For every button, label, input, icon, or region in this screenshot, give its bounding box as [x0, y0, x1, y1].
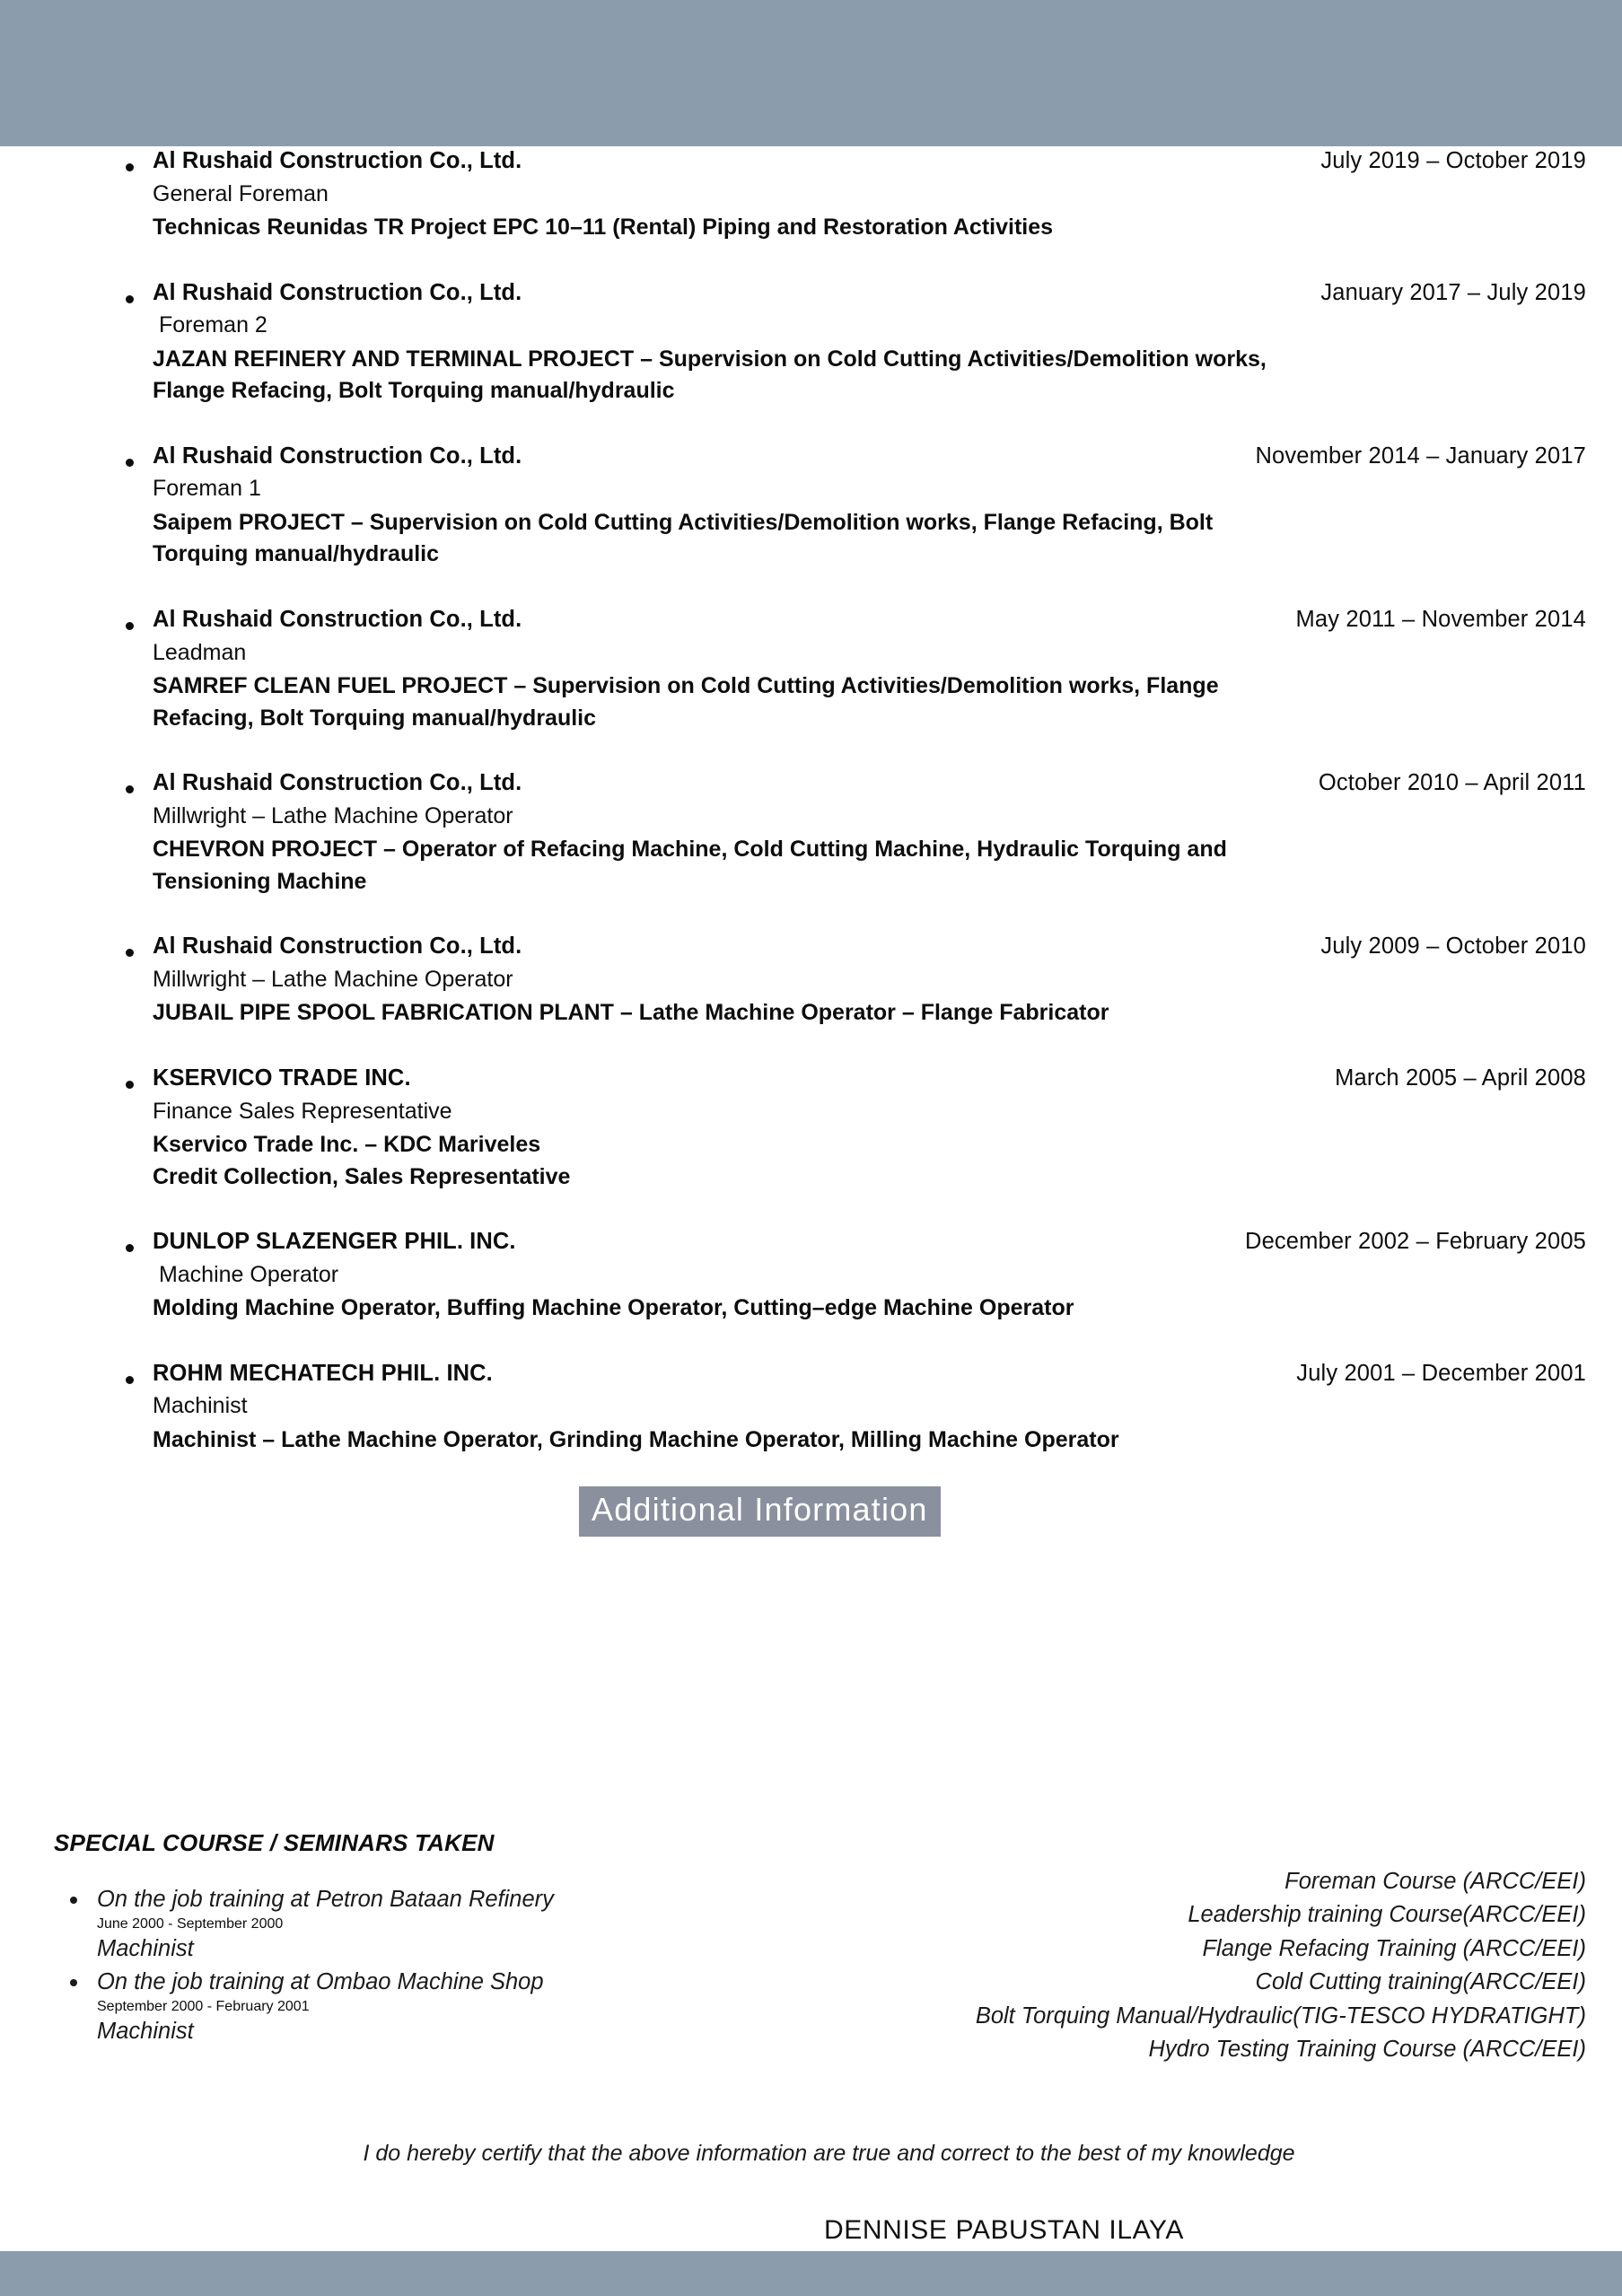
on-the-job-training-list — [54, 1883, 772, 2048]
experience-headline — [153, 605, 1586, 635]
job-title: Machine Operator — [153, 1261, 339, 1287]
job-title: Millwright – Lathe Machine Operator — [153, 966, 513, 992]
employment-dates: November 2014 – January 2017 — [1255, 443, 1586, 469]
job-detail: JAZAN REFINERY AND TERMINAL PROJECT – Supervision on Cold Cutting Activities/Demolition works, — [153, 346, 1267, 372]
employment-dates: May 2011 – November 2014 — [1295, 606, 1586, 632]
training-period: June 2000 - September 2000 — [97, 1915, 284, 1932]
employment-dates: July 2009 – October 2010 — [1320, 933, 1586, 960]
experience-entry — [0, 1227, 1586, 1325]
bullet-icon — [70, 1897, 77, 1904]
course-item: Hydro Testing Training Course (ARCC/EEI) — [1148, 2037, 1586, 2063]
bullet-icon — [126, 1081, 134, 1089]
employer-name: ROHM MECHATECH PHIL. INC. — [153, 1360, 493, 1386]
employer-name: Al Rushaid Construction Co., Ltd. — [153, 279, 522, 305]
experience-headline — [153, 1359, 1586, 1389]
job-detail-continued: Tensioning Machine — [153, 868, 367, 894]
bullet-icon — [126, 1376, 134, 1384]
job-detail-continued: Refacing, Bolt Torquing manual/hydraulic — [153, 705, 597, 731]
courses-seminars-list — [679, 1865, 1586, 2067]
job-title: Millwright – Lathe Machine Operator — [153, 802, 513, 828]
experience-list — [0, 146, 1622, 1456]
course-item: Leadership training Course(ARCC/EEI) — [1188, 1902, 1586, 1928]
training-position: Machinist — [97, 1935, 194, 1961]
top-accent-band — [0, 0, 1622, 146]
job-detail: Technicas Reunidas TR Project EPC 10–11 (Rental) Piping and Restoration Activities — [153, 215, 1054, 241]
job-detail: Molding Machine Operator, Buffing Machine Operator, Cutting–edge Machine Operator — [153, 1295, 1074, 1321]
experience-entry — [0, 1064, 1586, 1193]
training-entry — [54, 1883, 772, 1916]
employer-name: Al Rushaid Construction Co., Ltd. — [153, 770, 522, 796]
bullet-icon — [70, 1979, 77, 1986]
training-title: On the job training at Petron Bataan Refinery — [97, 1887, 554, 1912]
job-detail-continued: Credit Collection, Sales Representative — [153, 1163, 571, 1189]
employer-name: Al Rushaid Construction Co., Ltd. — [153, 933, 522, 960]
employer-name: Al Rushaid Construction Co., Ltd. — [153, 443, 522, 469]
experience-entry — [0, 1359, 1586, 1457]
special-course-heading: SPECIAL COURSE / SEMINARS TAKEN — [54, 1829, 495, 1856]
employer-name: DUNLOP SLAZENGER PHIL. INC. — [153, 1229, 516, 1255]
job-detail: SAMREF CLEAN FUEL PROJECT – Supervision on Cold Cutting Activities/Demolition works, Flange — [153, 673, 1219, 699]
signature-name: DENNISE PABUSTAN ILAYA — [823, 2215, 1185, 2245]
job-detail: Saipem PROJECT – Supervision on Cold Cutting Activities/Demolition works, Flange Refacing, Bolt — [153, 509, 1214, 535]
employer-name: Al Rushaid Construction Co., Ltd. — [153, 148, 522, 173]
employment-dates: January 2017 – July 2019 — [1320, 279, 1586, 305]
employment-dates: March 2005 – April 2008 — [1335, 1065, 1586, 1091]
bullet-icon — [126, 459, 134, 467]
certification-statement: I do hereby certify that the above information are true and correct to the best of my knowledge — [363, 2141, 1295, 2166]
course-item: Flange Refacing Training (ARCC/EEI) — [1202, 1935, 1586, 1961]
bullet-icon — [126, 163, 134, 171]
course-item: Foreman Course (ARCC/EEI) — [1284, 1869, 1586, 1894]
employer-name: KSERVICO TRADE INC. — [153, 1065, 411, 1091]
experience-headline — [153, 768, 1586, 799]
bullet-icon — [126, 622, 134, 630]
training-period: September 2000 - February 2001 — [97, 1998, 310, 2014]
job-detail-continued: Flange Refacing, Bolt Torquing manual/hydraulic — [153, 378, 675, 404]
bullet-icon — [126, 949, 134, 957]
job-title: Leadman — [153, 639, 247, 665]
bullet-icon — [126, 295, 134, 303]
bullet-icon — [126, 1244, 134, 1252]
section-banner-additional-information: Additional Information — [579, 1486, 941, 1537]
experience-entry — [0, 932, 1586, 1030]
job-detail: JUBAIL PIPE SPOOL FABRICATION PLANT – Lathe Machine Operator – Flange Fabricator — [153, 1000, 1109, 1026]
experience-entry — [0, 146, 1586, 244]
training-title: On the job training at Ombao Machine Shop — [97, 1968, 544, 1994]
course-item: Bolt Torquing Manual/Hydraulic(TIG-TESCO HYDRATIGHT) — [975, 2002, 1586, 2029]
job-detail: Machinist – Lathe Machine Operator, Grinding Machine Operator, Milling Machine Operator — [153, 1426, 1119, 1452]
job-detail: CHEVRON PROJECT – Operator of Refacing Machine, Cold Cutting Machine, Hydraulic Torquing and — [153, 837, 1227, 863]
employment-dates: July 2001 – December 2001 — [1296, 1360, 1586, 1386]
employment-dates: October 2010 – April 2011 — [1318, 770, 1586, 796]
job-title: Foreman 2 — [153, 312, 267, 338]
employer-name: Al Rushaid Construction Co., Ltd. — [153, 606, 522, 632]
training-entry — [54, 1966, 772, 1999]
experience-headline — [153, 1227, 1586, 1258]
job-detail: Kservico Trade Inc. – KDC Mariveles — [153, 1132, 541, 1158]
experience-headline — [153, 932, 1586, 962]
additional-information-banner-row — [0, 1486, 1622, 1542]
experience-entry — [0, 605, 1586, 734]
experience-headline — [153, 1064, 1586, 1094]
experience-headline — [153, 442, 1586, 472]
experience-entry — [0, 768, 1586, 898]
bottom-accent-band — [0, 2251, 1622, 2296]
resume-body — [0, 146, 1622, 1542]
job-title: Finance Sales Representative — [153, 1098, 452, 1124]
training-position: Machinist — [97, 2018, 194, 2044]
experience-headline — [153, 278, 1586, 309]
course-item: Cold Cutting training(ARCC/EEI) — [1255, 1969, 1586, 1995]
bullet-icon — [126, 785, 134, 793]
job-detail-continued: Torquing manual/hydraulic — [153, 541, 440, 567]
experience-entry — [0, 278, 1586, 407]
employment-dates: December 2002 – February 2005 — [1245, 1229, 1586, 1255]
experience-headline — [153, 146, 1586, 177]
job-title: Foreman 1 — [153, 476, 261, 502]
employment-dates: July 2019 – October 2019 — [1320, 148, 1586, 173]
job-title: Machinist — [153, 1393, 248, 1419]
job-title: General Foreman — [153, 180, 329, 206]
experience-entry — [0, 442, 1586, 571]
